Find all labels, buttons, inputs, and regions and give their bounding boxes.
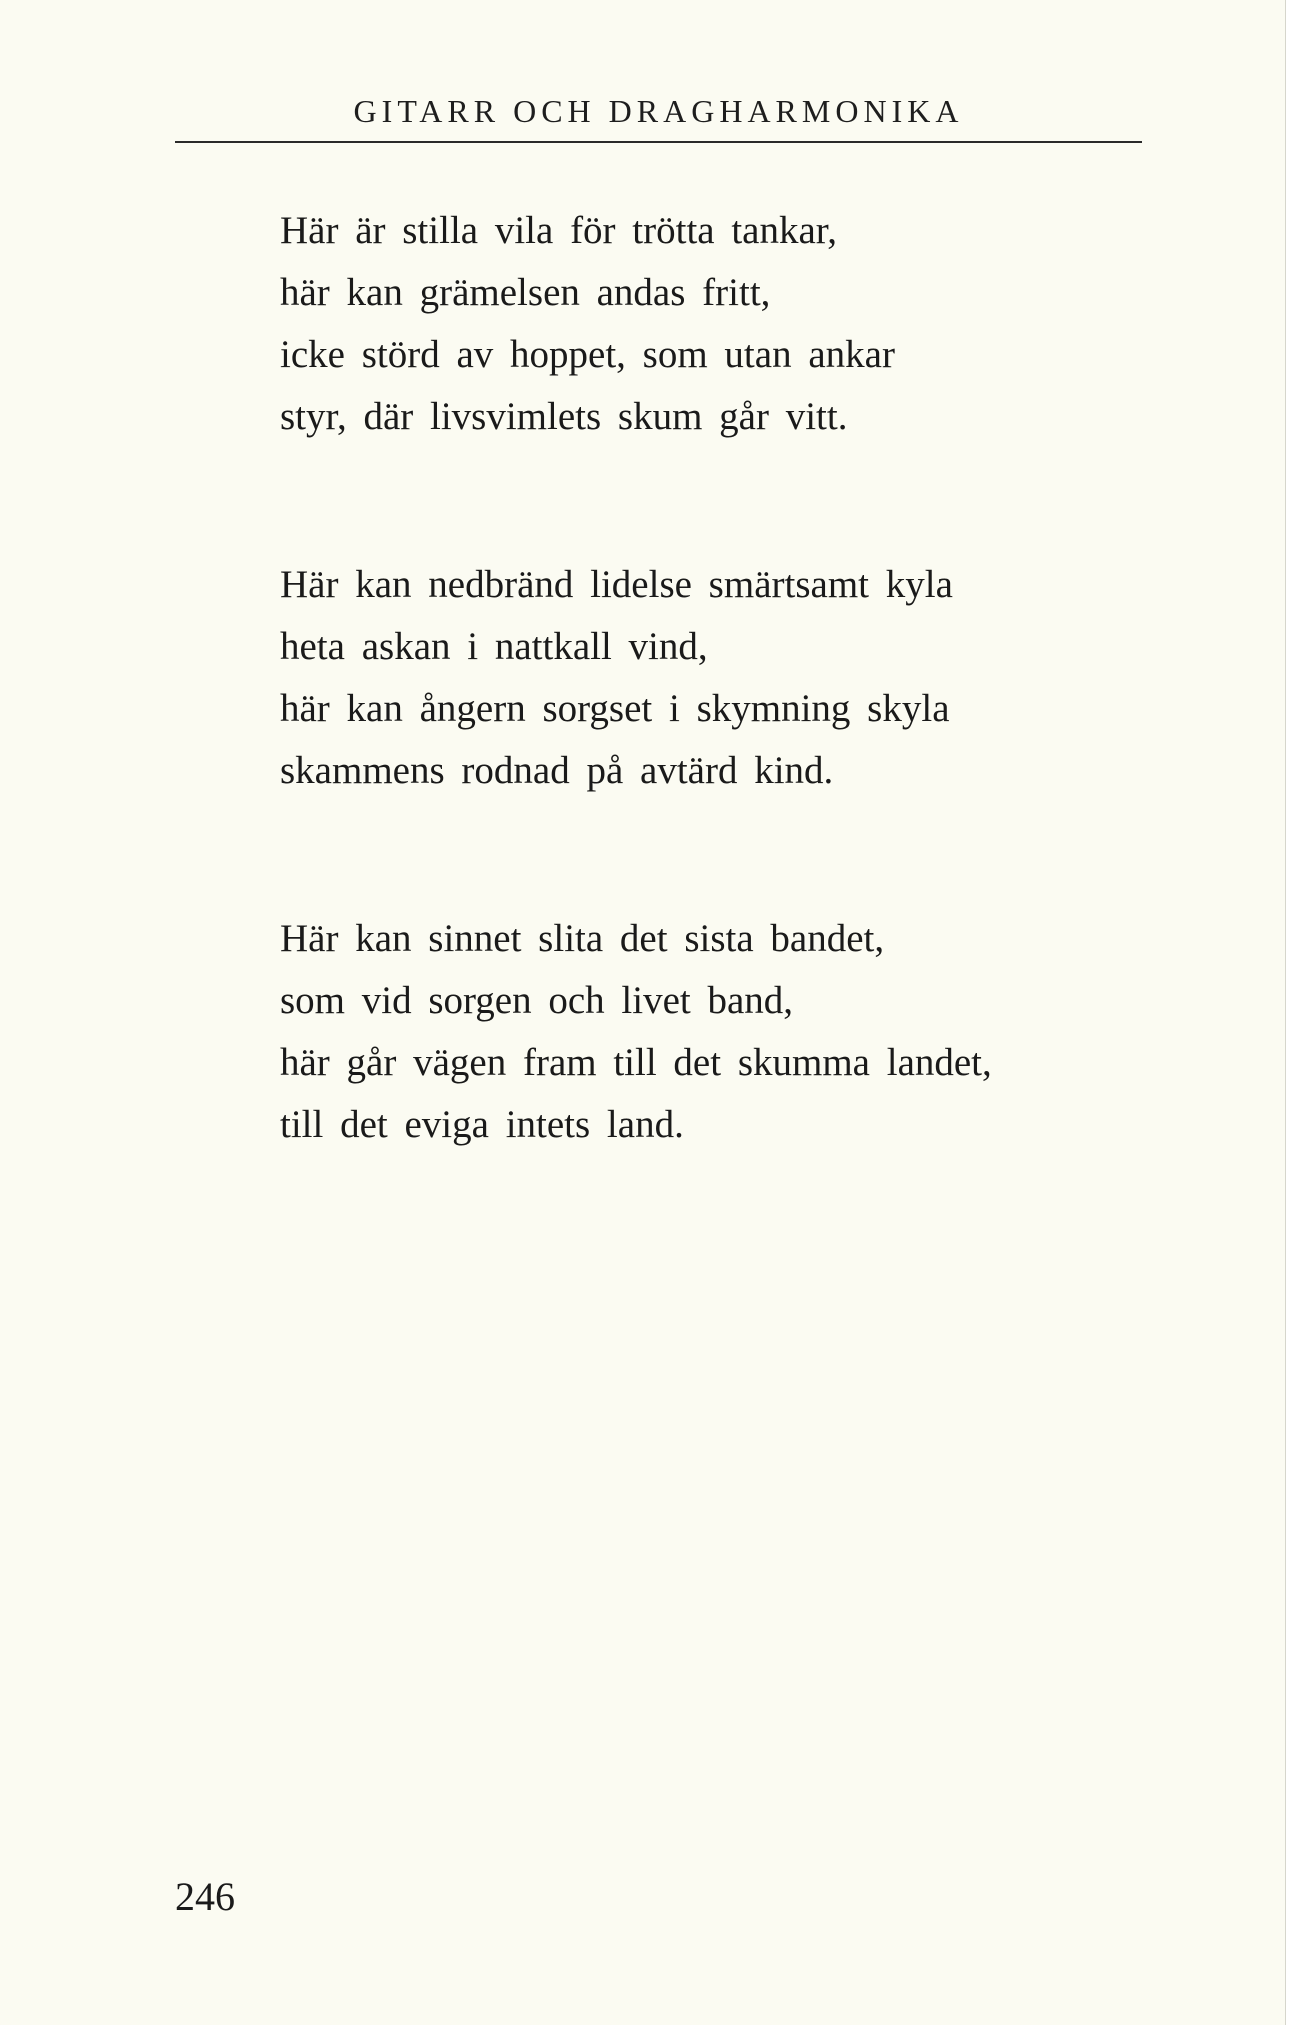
poem-line: här går vägen fram till det skumma landet, (280, 1041, 992, 1084)
header-rule (175, 141, 1142, 143)
stanza (280, 200, 992, 448)
running-head: GITARR OCH DRAGHARMONIKA (353, 93, 964, 129)
poem-line: som vid sorgen och livet band, (280, 979, 794, 1022)
page-edge (1285, 0, 1300, 2025)
poem-line: Här kan sinnet slita det sista bandet, (280, 917, 885, 960)
poem-line: icke störd av hoppet, som utan ankar (280, 333, 895, 376)
poem-line: här kan ångern sorgset i skymning skyla (280, 687, 950, 730)
poem-line: till det eviga intets land. (280, 1103, 684, 1146)
poem-line: Här är stilla vila för trötta tankar, (280, 209, 837, 252)
stanza (280, 908, 992, 1156)
stanza (280, 554, 992, 802)
page-number: 246 (175, 1874, 235, 1919)
poem-line: styr, där livsvimlets skum går vitt. (280, 395, 848, 438)
poem-line: Här kan nedbränd lidelse smärtsamt kyla (280, 563, 953, 606)
poem-line: här kan grämelsen andas fritt, (280, 271, 771, 314)
poem-line: heta askan i nattkall vind, (280, 625, 708, 668)
poem-line: skammens rodnad på avtärd kind. (280, 749, 834, 792)
poem (280, 200, 992, 1156)
